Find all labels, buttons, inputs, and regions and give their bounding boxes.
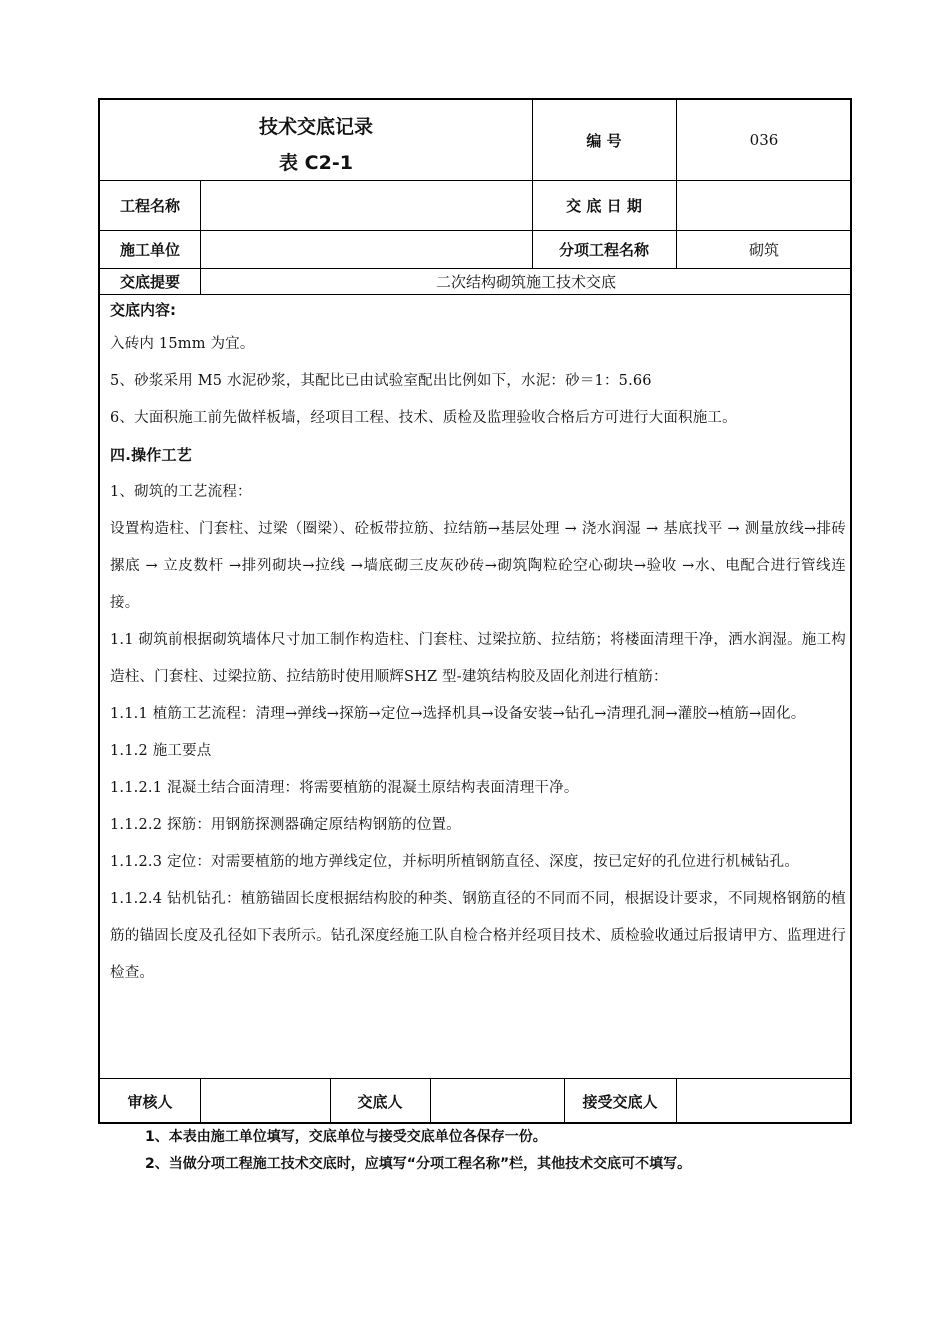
footnotes (145, 1124, 691, 1178)
number-label: 编 号 (586, 131, 622, 150)
summary-label: 交底提要 (119, 272, 180, 291)
form-number: 表 C2-1 (279, 152, 353, 174)
project-name-field[interactable] (200, 180, 532, 230)
presenter-field[interactable] (430, 1078, 564, 1124)
presenter-label: 交底人 (357, 1092, 403, 1111)
reviewer-field[interactable] (200, 1078, 330, 1124)
content-paragraph: 1.1.2.4 钻机钻孔：植筋锚固长度根据结构胶的种类、钢筋直径的不同而不同，根据设计要求，不同规格钢筋的植筋的锚固长度及孔径如下表所示。钻孔深度经施工队自检合格并经项目技术、质检验收通过后报请甲方、监理进行检查。 (110, 891, 846, 981)
content-paragraph: 1.1.2.2 探筋：用钢筋探测器确定原结构钢筋的位置。 (110, 817, 461, 833)
section-heading: 四.操作工艺 (110, 446, 192, 464)
date-label: 交 底 日 期 (566, 196, 642, 215)
summary-value: 二次结构砌筑施工技术交底 (435, 272, 616, 291)
divider (100, 294, 852, 295)
contractor-field[interactable] (200, 230, 532, 268)
content-label: 交底内容: (110, 301, 176, 319)
content-paragraph: 1、砌筑的工艺流程： (110, 484, 252, 500)
form-title: 技术交底记录 (258, 116, 373, 138)
content-paragraph: 1.1.2.3 定位：对需要植筋的地方弹线定位，并标明所植钢筋直径、深度，按已定好的孔位进行机械钻孔。 (110, 854, 800, 870)
technical-briefing-form (98, 98, 852, 1124)
divider (100, 268, 852, 269)
divider (100, 180, 852, 181)
receiver-label: 接受交底人 (582, 1092, 658, 1111)
reviewer-label: 审核人 (127, 1092, 173, 1111)
project-name-label: 工程名称 (119, 196, 180, 215)
divider (532, 100, 533, 268)
content-paragraph: 1.1.2 施工要点 (110, 743, 212, 759)
content-paragraph: 1.1.1 植筋工艺流程：清理→弹线→探筋→定位→选择机具→设备安装→钻孔→清理孔洞→灌胶→植筋→固化。 (110, 706, 806, 722)
content-paragraph: 1.1.2.1 混凝土结合面清理：将需要植筋的混凝土原结构表面清理干净。 (110, 780, 579, 796)
divider (100, 230, 852, 231)
receiver-field[interactable] (676, 1078, 852, 1124)
divider (200, 180, 201, 294)
content-paragraph: 入砖内 15mm 为宜。 (110, 336, 255, 352)
date-field[interactable] (676, 180, 852, 230)
number-value: 036 (749, 131, 779, 149)
footnote: 1、本表由施工单位填写，交底单位与接受交底单位各保存一份。 (145, 1129, 547, 1145)
footnote: 2、当做分项工程施工技术交底时，应填写“分项工程名称”栏，其他技术交底可不填写。 (145, 1156, 692, 1172)
divider (676, 100, 677, 268)
content-paragraph: 1.1 砌筑前根据砌筑墙体尺寸加工制作构造柱、门套柱、过梁拉筋、拉结筋；将楼面清理干净，洒水润湿。施工构造柱、门套柱、过梁拉筋、拉结筋时使用顺辉SHZ 型-建筑结构胶及固化剂进行植筋： (110, 632, 846, 685)
subproject-value: 砌筑 (748, 240, 779, 259)
contractor-label: 施工单位 (119, 240, 180, 259)
content-paragraph: 6、大面积施工前先做样板墙，经项目工程、技术、质检及监理验收合格后方可进行大面积施工。 (110, 410, 737, 426)
content-paragraph: 5、砂浆采用 M5 水泥砂浆，其配比已由试验室配出比例如下，水泥：砂＝1：5.66 (110, 373, 652, 389)
content-paragraph: 设置构造柱、门套柱、过梁（圈梁）、砼板带拉筋、拉结筋→基层处理 → 浇水润湿 → 基底找平 → 测量放线→排砖摞底 → 立皮数杆 →排列砌块→拉线 →墙底砌三皮灰砂砖→砌筑陶粒砼空心砌块→验收 →水、电配合进行管线连接。 (110, 521, 846, 611)
subproject-label: 分项工程名称 (558, 240, 649, 259)
content-area (110, 298, 846, 992)
